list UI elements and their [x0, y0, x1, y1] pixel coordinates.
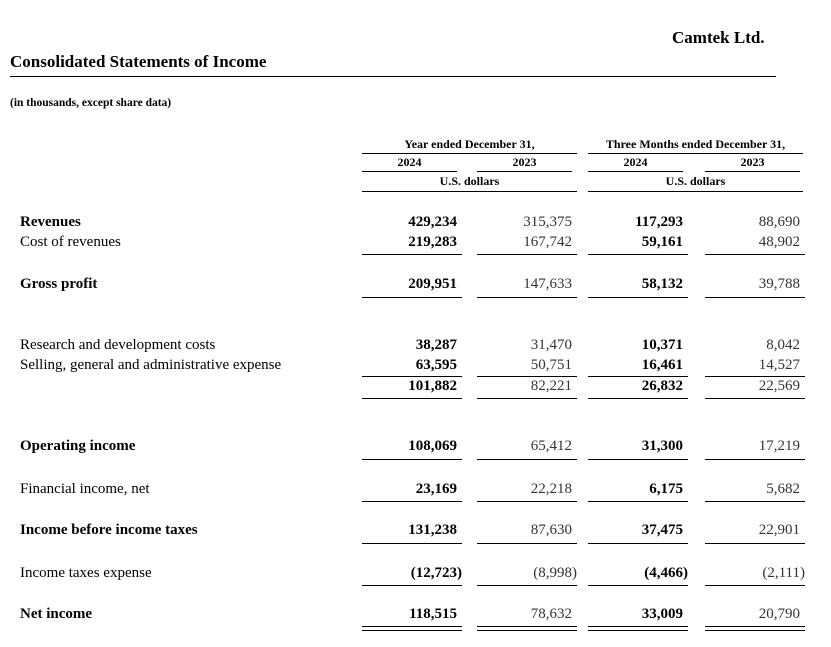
subtotal-rule [588, 376, 688, 377]
subtotal-rule [705, 297, 805, 298]
subtotal-rule [705, 398, 805, 399]
subtotal-rule [705, 376, 805, 377]
subtotal-rule [588, 254, 688, 255]
header-currency-quarter: U.S. dollars [665, 174, 726, 188]
header-rule [362, 153, 577, 154]
header-quarter-2023: 2023 [740, 155, 765, 169]
subtotal-rule [477, 297, 577, 298]
subtotal-rule [362, 398, 462, 399]
cell-year-2023: 50,751 [530, 357, 572, 373]
total-double-rule [477, 626, 577, 631]
cell-year-2023: 65,412 [530, 438, 572, 454]
subtotal-rule [362, 585, 462, 586]
cell-year-2024: 118,515 [409, 606, 457, 622]
subtotal-rule [588, 501, 688, 502]
cell-quarter-2023: 14,527 [758, 357, 800, 373]
row-label: Income before income taxes [20, 522, 198, 538]
total-double-rule [588, 626, 688, 631]
cell-quarter-2023: 22,569 [758, 378, 800, 394]
cell-quarter-2023: 5,682 [766, 481, 800, 497]
cell-year-2024: 108,069 [408, 438, 457, 454]
cell-year-2024: 131,238 [408, 522, 457, 538]
cell-quarter-2024: 16,461 [641, 357, 683, 373]
header-rule [477, 171, 572, 172]
subtotal-rule [477, 398, 577, 399]
cell-year-2023: 31,470 [530, 337, 572, 353]
row-label: Revenues [20, 214, 81, 230]
row-label: Gross profit [20, 276, 98, 292]
cell-quarter-2024: 26,832 [641, 378, 683, 394]
cell-year-2023: 78,632 [530, 606, 572, 622]
cell-quarter-2023: 39,788 [758, 276, 800, 292]
cell-quarter-2023: 20,790 [758, 606, 800, 622]
company-name: Camtek Ltd. [672, 28, 765, 47]
units-note: (in thousands, except share data) [10, 97, 172, 109]
header-rule [588, 153, 803, 154]
subtotal-rule [362, 459, 462, 460]
row-label: Operating income [20, 438, 136, 454]
subtotal-rule [362, 501, 462, 502]
cell-year-2023: 167,742 [523, 234, 572, 250]
row-label: Cost of revenues [20, 234, 121, 250]
cell-quarter-2023: 48,902 [758, 234, 800, 250]
statement-title: Consolidated Statements of Income [10, 52, 267, 71]
subtotal-rule [588, 297, 688, 298]
cell-quarter-2024: 59,161 [641, 234, 683, 250]
header-year-group: Year ended December 31, [404, 137, 535, 151]
header-year-2024: 2024 [397, 155, 422, 169]
subtotal-rule [477, 543, 577, 544]
header-rule [705, 171, 800, 172]
row-label: Financial income, net [20, 481, 150, 497]
cell-year-2024: 63,595 [415, 357, 457, 373]
cell-year-2023: (8,998) [533, 565, 577, 581]
total-double-rule [705, 626, 805, 631]
header-rule [362, 191, 577, 192]
subtotal-rule [705, 543, 805, 544]
cell-quarter-2023: 22,901 [758, 522, 800, 538]
row-label: Research and development costs [20, 337, 216, 353]
subtotal-rule [477, 254, 577, 255]
subtotal-rule [705, 501, 805, 502]
cell-quarter-2024: 33,009 [641, 606, 683, 622]
row-label: Net income [20, 606, 93, 622]
header-quarter-group: Three Months ended December 31, [605, 137, 786, 151]
cell-quarter-2023: 17,219 [758, 438, 800, 454]
row-label: Selling, general and administrative expense [20, 357, 282, 373]
cell-year-2024: (12,723) [410, 565, 462, 581]
subtotal-rule [362, 376, 462, 377]
cell-year-2024: 209,951 [408, 276, 457, 292]
cell-quarter-2024: 117,293 [635, 214, 683, 230]
subtotal-rule [362, 543, 462, 544]
header-year-2023: 2023 [512, 155, 537, 169]
cell-year-2023: 147,633 [523, 276, 572, 292]
cell-quarter-2023: 8,042 [766, 337, 800, 353]
header-quarter-2024: 2024 [623, 155, 648, 169]
subtotal-rule [362, 297, 462, 298]
cell-year-2023: 22,218 [530, 481, 572, 497]
row-label: Income taxes expense [20, 565, 152, 581]
cell-quarter-2023: 88,690 [758, 214, 800, 230]
subtotal-rule [705, 254, 805, 255]
total-double-rule [362, 626, 462, 631]
header-rule [588, 191, 803, 192]
header-currency-year: U.S. dollars [439, 174, 500, 188]
cell-year-2023: 315,375 [523, 214, 572, 230]
subtotal-rule [477, 376, 577, 377]
cell-quarter-2024: 6,175 [649, 481, 683, 497]
cell-quarter-2024: 37,475 [641, 522, 683, 538]
subtotal-rule [477, 459, 577, 460]
cell-year-2023: 82,221 [530, 378, 572, 394]
subtotal-rule [362, 254, 462, 255]
subtotal-rule [588, 398, 688, 399]
subtotal-rule [705, 585, 805, 586]
cell-year-2023: 87,630 [530, 522, 572, 538]
cell-quarter-2024: 10,371 [641, 337, 683, 353]
subtotal-rule [477, 585, 577, 586]
cell-year-2024: 101,882 [408, 378, 457, 394]
cell-quarter-2024: 58,132 [641, 276, 683, 292]
cell-year-2024: 429,234 [408, 214, 457, 230]
subtotal-rule [588, 459, 688, 460]
header-rule [362, 171, 457, 172]
cell-quarter-2023: (2,111) [762, 565, 805, 581]
cell-year-2024: 38,287 [415, 337, 457, 353]
title-rule [10, 76, 776, 77]
subtotal-rule [477, 501, 577, 502]
header-rule [588, 171, 683, 172]
cell-quarter-2024: (4,466) [644, 565, 688, 581]
subtotal-rule [705, 459, 805, 460]
cell-year-2024: 219,283 [408, 234, 457, 250]
subtotal-rule [588, 543, 688, 544]
cell-year-2024: 23,169 [415, 481, 457, 497]
subtotal-rule [588, 585, 688, 586]
cell-quarter-2024: 31,300 [641, 438, 683, 454]
